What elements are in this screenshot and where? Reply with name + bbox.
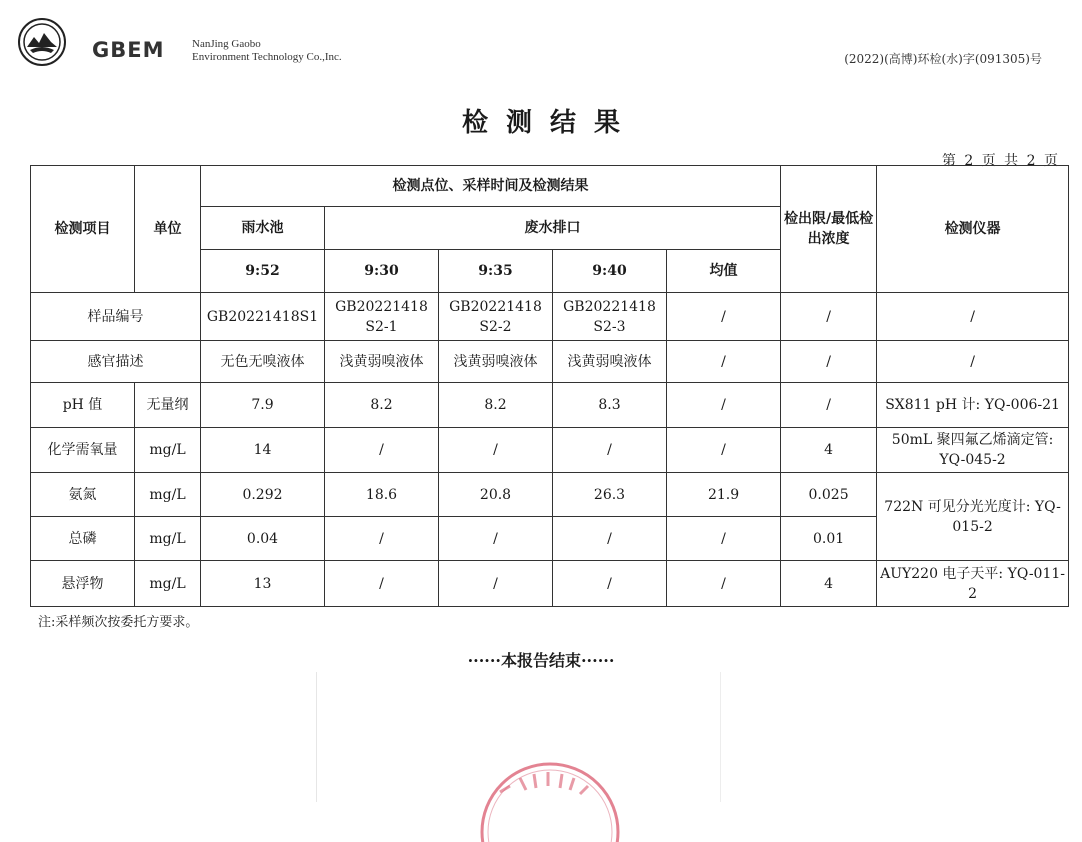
item-cell: 总磷 — [31, 517, 135, 561]
unit-cell: mg/L — [135, 428, 201, 473]
value-cell: / — [667, 383, 781, 428]
time-cell: 9:40 — [553, 250, 667, 293]
value-cell: / — [325, 561, 439, 607]
value-cell: 14 — [201, 428, 325, 473]
value-cell: / — [439, 517, 553, 561]
limit-cell: 4 — [781, 561, 877, 607]
limit-cell: / — [781, 293, 877, 341]
unit-cell: 无量纲 — [135, 383, 201, 428]
unit-cell: mg/L — [135, 473, 201, 517]
value-cell: 8.2 — [439, 383, 553, 428]
company-name-line2: Environment Technology Co.,Inc. — [192, 51, 342, 63]
site-rain-pool: 雨水池 — [201, 207, 325, 250]
header-unit: 单位 — [135, 166, 201, 293]
item-cell: pH 值 — [31, 383, 135, 428]
limit-cell: / — [781, 383, 877, 428]
time-cell: 9:52 — [201, 250, 325, 293]
header-limit: 检出限/最低检出浓度 — [781, 166, 877, 293]
sensory-cell: 浅黄弱嗅液体 — [553, 341, 667, 383]
table-row — [31, 473, 1069, 517]
header-item: 检测项目 — [31, 166, 135, 293]
sensory-cell: 浅黄弱嗅液体 — [325, 341, 439, 383]
limit-cell: 0.025 — [781, 473, 877, 517]
sensory-cell: 无色无嗅液体 — [201, 341, 325, 383]
value-cell: 18.6 — [325, 473, 439, 517]
unit-cell: mg/L — [135, 561, 201, 607]
company-logo — [18, 18, 66, 66]
page-title: 检测结果 — [461, 108, 638, 138]
item-cell: 悬浮物 — [31, 561, 135, 607]
instrument-cell: 722N 可见分光光度计: YQ-015-2 — [877, 473, 1069, 561]
header-group: 检测点位、采样时间及检测结果 — [201, 166, 781, 207]
value-cell: / — [553, 561, 667, 607]
page-number: 第 2 页 共 2 页 — [941, 153, 1060, 169]
company-name-line1: NanJing Gaobo — [192, 38, 261, 50]
item-cell: 化学需氧量 — [31, 428, 135, 473]
unit-cell: mg/L — [135, 517, 201, 561]
official-seal — [470, 752, 630, 842]
instrument-cell: SX811 pH 计: YQ-006-21 — [877, 383, 1069, 428]
value-cell: 0.292 — [201, 473, 325, 517]
instrument-cell: / — [877, 341, 1069, 383]
end-of-report: ······本报告结束······ — [467, 651, 615, 670]
sensory-cell: / — [667, 341, 781, 383]
row-label: 样品编号 — [31, 293, 201, 341]
value-cell: / — [325, 517, 439, 561]
header-instrument: 检测仪器 — [877, 166, 1069, 293]
item-cell: 氨氮 — [31, 473, 135, 517]
value-cell: / — [667, 561, 781, 607]
value-cell: 0.04 — [201, 517, 325, 561]
instrument-cell: AUY220 电子天平: YQ-011-2 — [877, 561, 1069, 607]
report-number: (2022)(高博)环检(水)字(091305)号 — [844, 52, 1042, 66]
value-cell: 26.3 — [553, 473, 667, 517]
site-waste-outlet: 废水排口 — [325, 207, 781, 250]
table-row — [31, 383, 1069, 428]
value-cell: / — [553, 428, 667, 473]
sample-id: GB20221418 S2-3 — [553, 293, 667, 341]
value-cell: 7.9 — [201, 383, 325, 428]
sample-id: GB20221418 S2-2 — [439, 293, 553, 341]
table-row — [31, 341, 1069, 383]
time-cell: 9:35 — [439, 250, 553, 293]
table-row — [31, 428, 1069, 473]
value-cell: 8.2 — [325, 383, 439, 428]
limit-cell: 4 — [781, 428, 877, 473]
value-cell: / — [439, 428, 553, 473]
fold-line — [316, 672, 317, 802]
time-cell: 9:30 — [325, 250, 439, 293]
value-cell: 8.3 — [553, 383, 667, 428]
fold-line — [720, 672, 721, 802]
limit-cell: 0.01 — [781, 517, 877, 561]
table-row — [31, 561, 1069, 607]
table-row — [31, 293, 1069, 341]
brand-name: GBEM — [92, 38, 165, 62]
company-name — [192, 38, 342, 64]
sample-id: GB20221418 S2-1 — [325, 293, 439, 341]
value-cell: / — [553, 517, 667, 561]
row-label: 感官描述 — [31, 341, 201, 383]
sample-id: / — [667, 293, 781, 341]
sample-id: GB20221418S1 — [201, 293, 325, 341]
limit-cell: / — [781, 341, 877, 383]
value-cell: 20.8 — [439, 473, 553, 517]
value-cell: 21.9 — [667, 473, 781, 517]
value-cell: / — [667, 517, 781, 561]
value-cell: / — [439, 561, 553, 607]
instrument-cell: / — [877, 293, 1069, 341]
results-table — [30, 165, 1069, 607]
time-cell: 均值 — [667, 250, 781, 293]
value-cell: / — [667, 428, 781, 473]
sampling-note: 注:采样频次按委托方要求。 — [38, 615, 199, 630]
instrument-cell: 50mL 聚四氟乙烯滴定管: YQ-045-2 — [877, 428, 1069, 473]
sensory-cell: 浅黄弱嗅液体 — [439, 341, 553, 383]
value-cell: 13 — [201, 561, 325, 607]
value-cell: / — [325, 428, 439, 473]
